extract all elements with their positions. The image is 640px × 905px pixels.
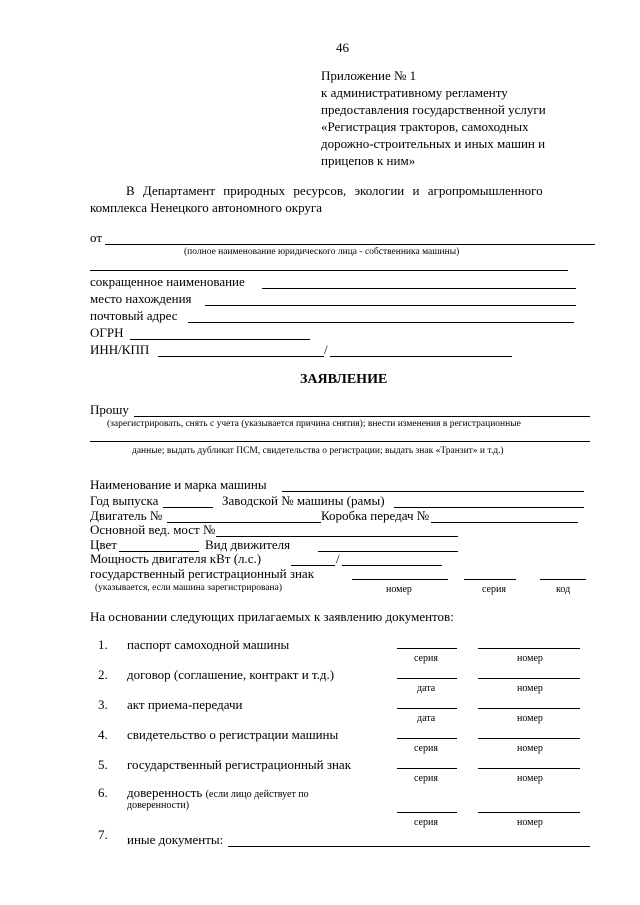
year-field[interactable]	[163, 507, 213, 508]
other-docs-label: иные документы:	[127, 832, 224, 847]
plate-number-field[interactable]	[352, 579, 448, 580]
appendix-line: к административному регламенту	[321, 85, 508, 100]
short-name-label: сокращенное наименование	[90, 274, 245, 289]
ogrn-field[interactable]	[130, 339, 310, 340]
gearbox-field[interactable]	[431, 522, 578, 523]
doc-number-caption: номер	[517, 653, 543, 664]
doc-series-caption: серия	[414, 773, 438, 784]
doc-number-field[interactable]	[478, 738, 580, 739]
kpp-field[interactable]	[330, 356, 512, 357]
doc-name: свидетельство о регистрации машины	[127, 727, 339, 742]
year-label: Год выпуска	[90, 493, 159, 508]
appendix-line: Приложение № 1	[321, 68, 417, 83]
drive-label: Вид движителя	[205, 537, 291, 552]
color-label: Цвет	[90, 537, 117, 552]
doc-number-field[interactable]	[478, 648, 580, 649]
inn-label: ИНН/КПП	[90, 342, 150, 357]
doc-series-caption: серия	[414, 653, 438, 664]
page-title: ЗАЯВЛЕНИЕ	[300, 372, 388, 387]
request-hint: (зарегистрировать, снять с учета (указывается причина снятия); внести изменения в регистрационные	[107, 419, 521, 429]
doc-date-caption: дата	[417, 683, 436, 694]
doc-series-field[interactable]	[397, 648, 457, 649]
plate-series-caption: серия	[482, 584, 506, 595]
docs-intro: На основании следующих прилагаемых к заявлению документов:	[90, 609, 454, 624]
plate-number-caption: номер	[386, 584, 412, 595]
doc-name-note: (если лицо действует по	[205, 789, 309, 800]
doc-date-caption: дата	[417, 713, 436, 724]
doc-number-caption: номер	[517, 817, 543, 828]
doc-number-caption: номер	[517, 773, 543, 784]
power-separator: /	[336, 551, 340, 566]
doc-number-caption: номер	[517, 713, 543, 724]
doc-name: договор (соглашение, контракт и т.д.)	[127, 667, 335, 682]
inn-separator: /	[324, 342, 328, 357]
power-label: Мощность двигателя кВт (л.с.)	[90, 551, 262, 566]
doc-name-text: доверенность	[127, 785, 203, 800]
doc-date-field[interactable]	[397, 678, 457, 679]
doc-number-field[interactable]	[478, 812, 580, 813]
location-field[interactable]	[205, 305, 576, 306]
inn-field[interactable]	[158, 356, 324, 357]
machine-name-label: Наименование и марка машины	[90, 477, 267, 492]
appendix-line: предоставления государственной услуги	[321, 102, 546, 117]
request-field-2[interactable]	[90, 441, 590, 442]
doc-number-caption: номер	[517, 743, 543, 754]
appendix-line: дорожно-строительных и иных машин и	[321, 136, 546, 151]
power-hp-field[interactable]	[342, 565, 442, 566]
gearbox-label: Коробка передач №	[321, 508, 430, 523]
engine-label: Двигатель №	[90, 508, 163, 523]
other-docs-field[interactable]	[228, 846, 590, 847]
doc-number-caption: номер	[517, 683, 543, 694]
doc-name: государственный регистрационный знак	[127, 757, 352, 772]
location-label: место нахождения	[90, 291, 192, 306]
from-field-2[interactable]	[90, 270, 568, 271]
plate-hint: (указывается, если машина зарегистрирована)	[95, 583, 283, 593]
from-label: от	[90, 230, 103, 245]
factory-number-label: Заводской № машины (рамы)	[222, 493, 385, 508]
doc-name	[127, 785, 309, 801]
doc-number-field[interactable]	[478, 708, 580, 709]
appendix-line: «Регистрация тракторов, самоходных	[321, 119, 529, 134]
machine-name-field[interactable]	[282, 491, 584, 492]
plate-label: государственный регистрационный знак	[90, 566, 315, 581]
addressee-line: комплекса Ненецкого автономного округа	[90, 200, 323, 215]
from-hint: (полное наименование юридического лица - собственника машины)	[184, 247, 460, 257]
request-field[interactable]	[134, 416, 590, 417]
doc-name: акт приема-передачи	[127, 697, 243, 712]
doc-number: 4.	[98, 727, 108, 742]
postal-field[interactable]	[188, 322, 574, 323]
doc-number: 6.	[98, 785, 108, 800]
doc-series-caption: серия	[414, 817, 438, 828]
doc-series-caption: серия	[414, 743, 438, 754]
addressee-line: В Департамент природных ресурсов, экологии и агропромышленного	[126, 183, 543, 198]
appendix-line: прицепов к ним»	[321, 153, 416, 168]
short-name-field[interactable]	[262, 288, 576, 289]
plate-code-caption: код	[556, 584, 571, 595]
request-label: Прошу	[90, 402, 129, 417]
doc-number: 3.	[98, 697, 108, 712]
ogrn-label: ОГРН	[90, 325, 124, 340]
doc-series-field[interactable]	[397, 812, 457, 813]
plate-code-field[interactable]	[540, 579, 586, 580]
doc-name-note: доверенности)	[127, 800, 190, 811]
doc-number: 2.	[98, 667, 108, 682]
doc-number: 7.	[98, 827, 108, 842]
doc-series-field[interactable]	[397, 738, 457, 739]
doc-number-field[interactable]	[478, 678, 580, 679]
request-hint: данные; выдать дубликат ПСМ, свидетельства о регистрации; выдать знак «Транзит» и т.д.)	[132, 446, 504, 456]
doc-number-field[interactable]	[478, 768, 580, 769]
axle-label: Основной вед. мост №	[90, 522, 216, 537]
doc-date-field[interactable]	[397, 708, 457, 709]
doc-number: 5.	[98, 757, 108, 772]
plate-series-field[interactable]	[464, 579, 516, 580]
doc-name: паспорт самоходной машины	[127, 637, 290, 652]
from-field[interactable]	[105, 244, 595, 245]
page-number: 46	[336, 40, 349, 55]
doc-number: 1.	[98, 637, 108, 652]
postal-label: почтовый адрес	[90, 308, 178, 323]
doc-series-field[interactable]	[397, 768, 457, 769]
